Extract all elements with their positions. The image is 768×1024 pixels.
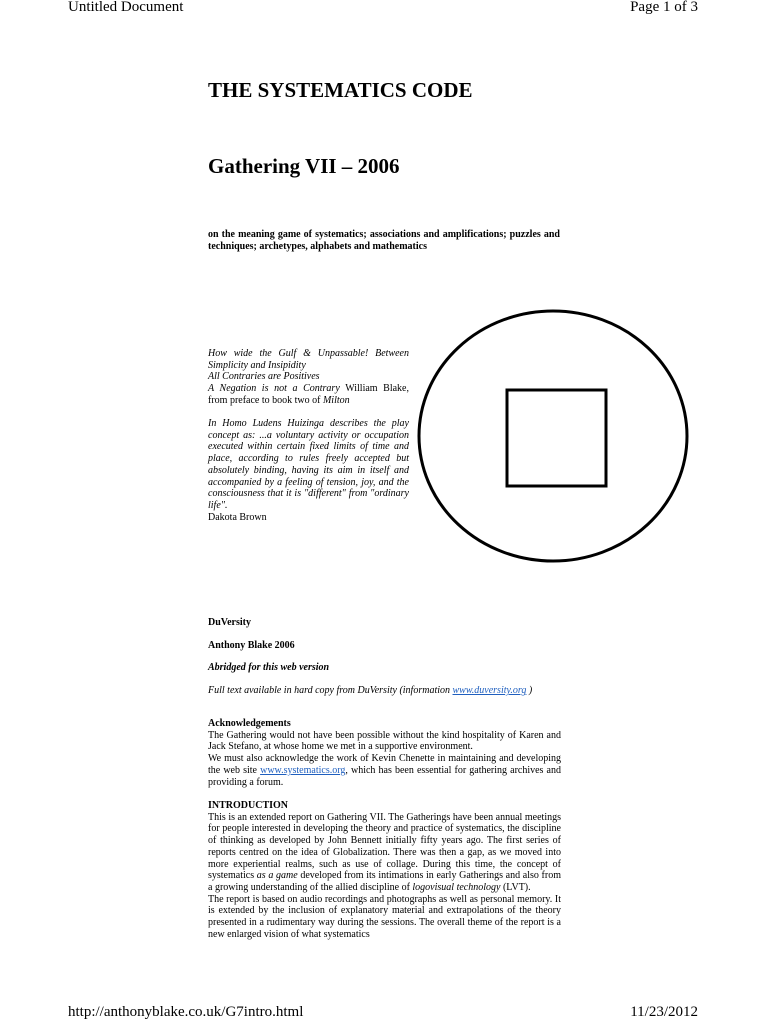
source-url[interactable]: http://anthonyblake.co.uk/G7intro.html [68, 1004, 304, 1020]
outer-circle [419, 311, 687, 561]
abridged-note: Abridged for this web version [208, 662, 330, 673]
huizinga-quote [208, 418, 409, 523]
gathering-heading: Gathering VII – 2006 [208, 154, 400, 178]
page-title: THE SYSTEMATICS CODE [208, 78, 473, 102]
print-date: 11/23/2012 [630, 1004, 698, 1020]
document-title-header: Untitled Document [68, 0, 184, 15]
ack-paragraph: We must also acknowledge the work of Kevin Chenette in maintaining and developing the web site www.systematics.org, which has been essential for gathering archives and providing a forum. [208, 753, 561, 788]
quote-attribution: William Blake, from preface to book two of [208, 383, 409, 406]
author-line: Anthony Blake 2006 [208, 640, 295, 651]
inner-square [507, 390, 606, 486]
systematics-link[interactable]: www.systematics.org [260, 764, 346, 776]
fulltext-note: Full text available in hard copy from DuVersity (information www.duversity.org ) [208, 685, 533, 696]
acknowledgements-section [208, 718, 561, 788]
subtitle: on the meaning game of systematics; associations and amplifications; puzzles and techniques; archetypes, alphabets and mathematics [208, 229, 560, 252]
duversity-link[interactable]: www.duversity.org [452, 685, 527, 696]
ack-heading: Acknowledgements [208, 718, 291, 729]
introduction-section [208, 800, 561, 940]
intro-paragraph: The report is based on audio recordings and photographs as well as personal memory. It is extended by the inclusion of explanatory material and extrapolations of the theory presented in a rudimentary way during the sessions. The overall theme of the report is a new enlarged vision of what systematics [208, 893, 561, 940]
quote-author: Dakota Brown [208, 511, 267, 523]
quote-line: How wide the Gulf & Unpassable! Between Simplicity and Insipidity [208, 348, 409, 371]
intro-heading: INTRODUCTION [208, 800, 289, 811]
ack-paragraph: The Gathering would not have been possible without the kind hospitality of Karen and Jack Stefano, at whose home we met in a supportive environment. [208, 729, 561, 753]
page-count: Page 1 of 3 [630, 0, 698, 15]
quote-text: In Homo Ludens Huizinga describes the play concept as: ...a voluntary activity or occupation executed within certain fixed limits of time and place, according to rules freely accepted but absolutely binding, having its aim in itself and accompanied by a feeling of tension, joy, and the consciousness that it is "different" from "ordinary life". [208, 418, 409, 511]
quote-work: Milton [322, 394, 350, 406]
duversity-label: DuVersity [208, 617, 251, 628]
circle-square-diagram [416, 309, 692, 570]
quote-line: All Contraries are Positives [208, 371, 320, 383]
blake-quote [208, 348, 409, 407]
intro-paragraph: This is an extended report on Gathering VII. The Gatherings have been annual meetings for people interested in developing the theory and practice of systematics, the discipline of thinking as developed by John Bennett initially fifty years ago. The first series of reports centred on the idea of Globalization. There was then a gap, as we moved into more experiential realms, such as use of collage. During this time, the concept of systematics as a game developed from its intimations in early Gatherings and also from a growing understanding of the allied discipline of logovisual technology (LVT). [208, 811, 562, 893]
quote-line: A Negation is not a Contrary [208, 383, 340, 395]
